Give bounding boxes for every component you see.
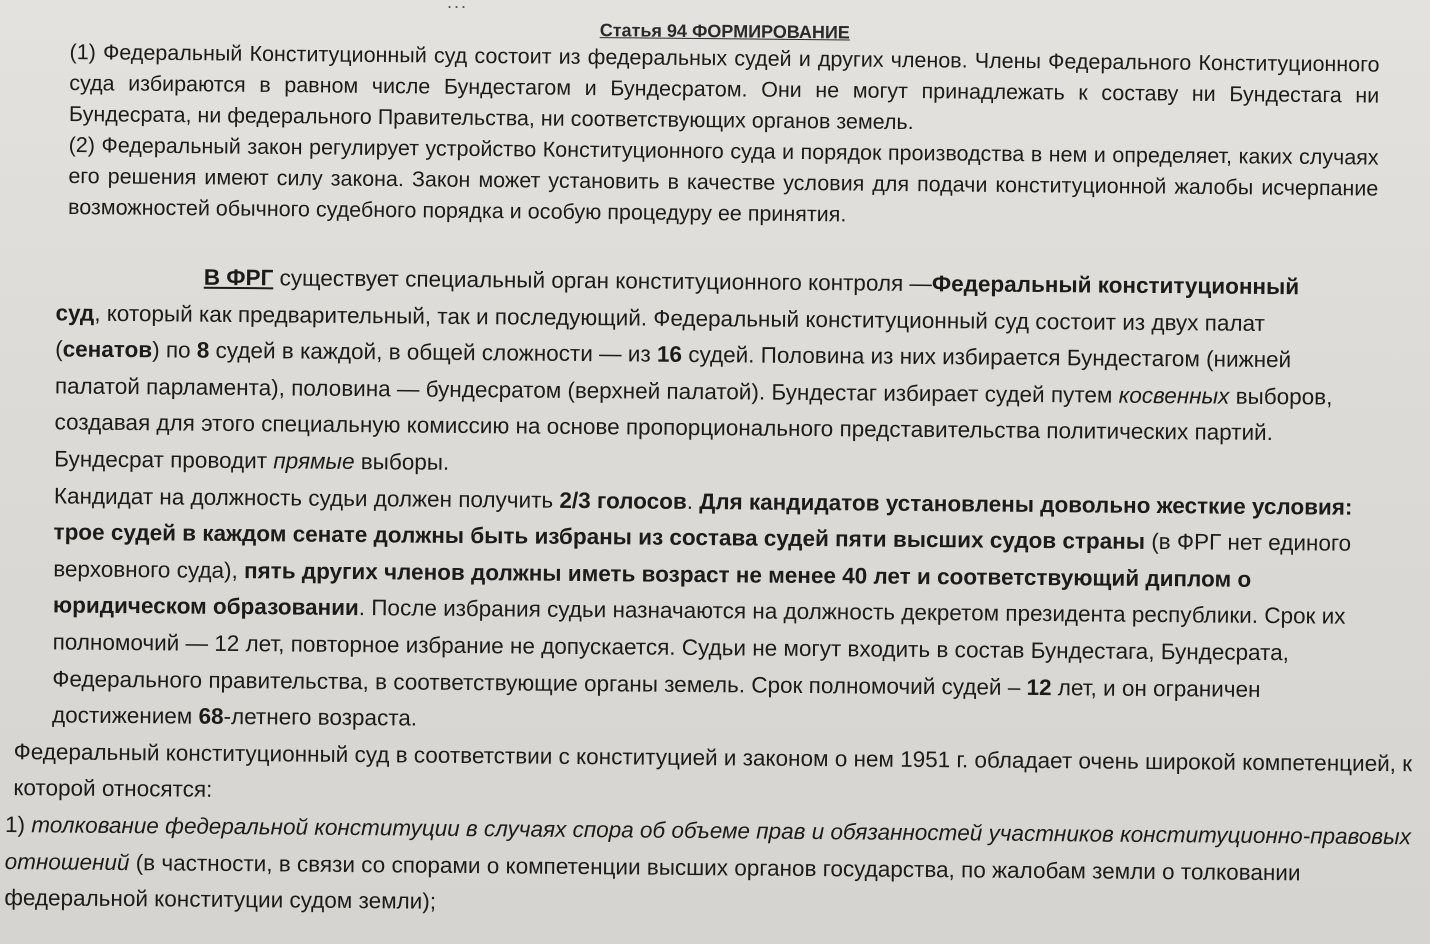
list-italic: толкование федеральной конституции в случаях спора об объеме прав и обязанностей участников конституционно-правовых отношений	[4, 812, 1412, 875]
intro-text-4: судей в каждой, в общей сложности — из	[209, 337, 658, 367]
cand-bold-5: 68	[198, 703, 224, 730]
list-number: 1)	[4, 811, 32, 838]
top-mark: ...	[447, 0, 469, 12]
intro-text-6: выборов, создавая для этого специальную комиссию на основе пропорционального представительства политических партий. Бундесрат проводит	[54, 383, 1333, 474]
article-94	[68, 10, 1380, 236]
cand-text-4: . После избрания судьи назначаются на должность декретом президента республики. Срок их полномочий — 12 лет, повторное избрание не допускается. Судьи не могут входить в состав Бундестага, Бундесрата, Федерального правительства, в соответствующие органы земель. Срок полномочий судей –	[52, 595, 1346, 700]
cand-text-3: (в ФРГ нет единого верховного суда),	[53, 529, 1352, 583]
intro-text-1: существует специальный орган конституционного контроля —	[273, 265, 933, 297]
intro-bold-2: сенатов	[62, 336, 153, 363]
cand-bold-1: 2/3 голосов	[559, 487, 687, 514]
competence-paragraph: Федеральный конституционный суд в соответствии с конституцией и законом о нем 1951 г. обладает очень широкой компетенцией, к которой относятся:	[13, 738, 1413, 803]
cand-bold-2: Для кандидатов установлены довольно жесткие условия: трое судей в каждом сенате должны быть избраны из состава судей пяти высших судов страны	[53, 488, 1353, 555]
intro-bold-4: 16	[656, 341, 683, 368]
intro-paragraph	[6, 258, 1418, 490]
cand-bold-4: 12	[1026, 674, 1052, 700]
article-paragraph-1: (1) Федеральный Конституционный суд состоит из федеральных судей и других членов. Члены Федерального Конституционного суда избираются в равном числе Бундестагом и Бундесратом. Они не могут принадлежать к составу ни Бундестага ни Бундесрата, ни федерального Правительства, ни соответствующих органов земель.	[68, 39, 1380, 135]
candidate-paragraph	[4, 478, 1416, 746]
article-paragraph-2: (2) Федеральный закон регулирует устройство Конституционного суда и порядок производства в нем и определяет, каких случаях его решения имеют силу закона. Закон может установить в качестве условия для подачи конституционной жалобы исчерпание возможностей обычного судебного порядка и особую процедуру ее принятия.	[67, 132, 1379, 227]
intro-text-7: выборы.	[354, 449, 450, 475]
list-item-1	[2, 807, 1413, 929]
lead-heading: В ФРГ	[203, 264, 274, 291]
cand-text-5: лет, и он ограничен достижением	[51, 674, 1261, 729]
intro-text-5: судей. Половина из них избирается Бундестагом (нижней палатой парламента), половина — бундесратом (верхней палатой). Бундестаг избирает судей путем	[54, 342, 1292, 408]
intro-text-3: ) по	[152, 337, 197, 363]
cand-text-6: -летнего возраста.	[223, 704, 418, 731]
intro-italic-1: косвенных	[1118, 382, 1230, 409]
intro-text-2: , который как предварительный, так и последующий. Федеральный конституционный суд состоит из двух палат (	[55, 300, 1265, 362]
intro-bold-1: Федеральный конституционный суд	[55, 271, 1300, 326]
intro-bold-3: 8	[196, 337, 210, 363]
cand-text-2: .	[686, 488, 700, 514]
cand-text-1: Кандидат на должность судьи должен получить	[53, 482, 560, 513]
main-text	[2, 258, 1418, 929]
intro-italic-2: прямые	[273, 448, 355, 474]
cand-bold-3: пять других членов должны иметь возраст не менее 40 лет и соответствующий диплом о юридическом образовании	[52, 557, 1252, 621]
list-text: (в частности, в связи со спорами о компетенции высших органов государства, по жалобам земли о толковании федеральной конституции судом земли);	[4, 849, 1301, 914]
article-title: Статья 94 ФОРМИРОВАНИЕ	[599, 20, 850, 43]
